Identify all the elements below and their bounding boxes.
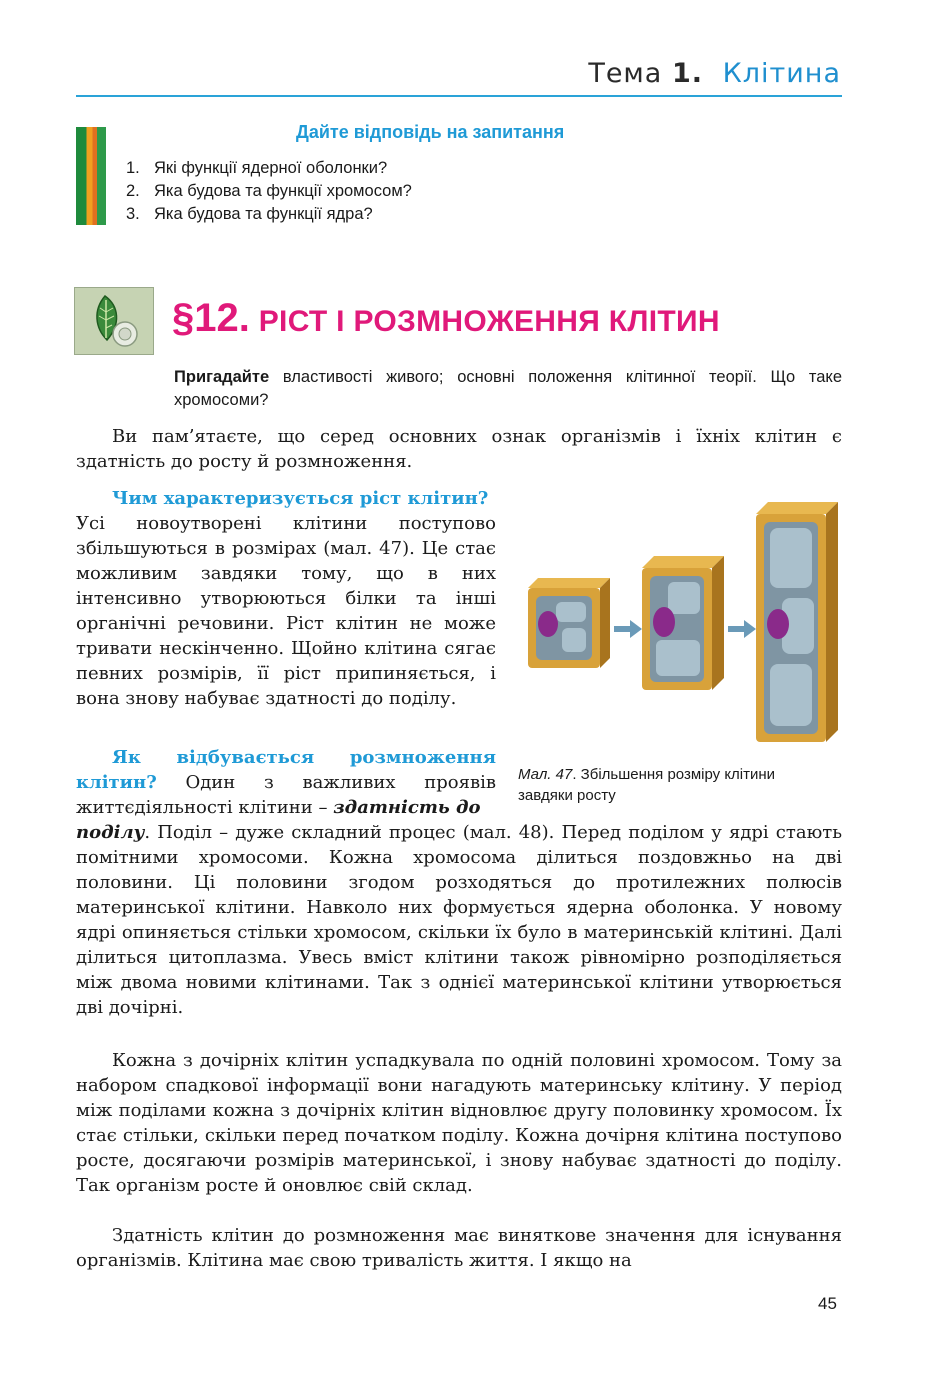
section-title [172,296,720,341]
paragraph-growth [76,486,496,711]
theme-label: Тема [588,58,663,89]
caption-text: . Збільшення розміру клітини завдяки росту [518,766,776,804]
paragraph-importance: Здатність клітин до розмноження має виняткове значення для існування організмів. Клітина має свою тривалість життя. І якщо на [76,1225,842,1271]
repro-emphasis-b: поділу [76,822,145,843]
theme-number: 1. [671,58,703,89]
question-number: 3. [126,205,140,223]
questions-decor-bar [76,127,106,225]
repro-text-a: Один з важливих проявів життєдіяльності клітини – [76,772,496,818]
question-text: Які функції ядерної оболонки? [154,159,388,177]
paragraph-reproduction [76,820,842,1020]
question-number: 2. [126,182,140,200]
growth-text: Усі новоутворені клітини поступово збільшуються в розмірах (мал. 47). Це стає можливим завдяки тому, що в них інтенсивно утворюються білки та інші органічні речовини. Ріст клітин не може тривати нескінченно. Щойно клітина сягає певних розмірів, її ріст припиняється, і вона знову набуває здатності до поділу. [76,513,496,709]
recall-body: властивості живого; основні положення клітинної теорії. Що таке хромосоми? [174,368,842,409]
paragraph-daughter-cells: Кожна з дочірніх клітин успадкувала по одній половині хромосом. Тому за набором спадкової інформації вони нагадують материнську клітину. У період між поділами кожна з дочірніх клітин відновлює другу половинку хромосом. Їх стає стільки, скільки перед початком поділу. Кожна дочірня клітина поступово росте, досягаючи розмірів материнської, і знову набуває здатності до поділу. Так організм росте й оновлює свій склад. [76,1050,842,1196]
recall-text [174,366,842,412]
header-theme [588,58,841,89]
question-number: 1. [126,159,140,177]
question-text: Яка будова та функції ядра? [154,205,373,223]
questions-title: Дайте відповідь на запитання [296,122,565,142]
paragraph-reproduction-start [76,745,496,820]
list-item [126,203,412,226]
section-number: §12. [172,296,250,340]
header-rule [76,95,842,97]
question-text: Яка будова та функції хромосом? [154,182,412,200]
section-name: РІСТ І РОЗМНОЖЕННЯ КЛІТИН [258,305,720,338]
paragraph-intro: Ви пам’ятаєте, що серед основних ознак організмів і їхніх клітин є здатність до росту й розмноження. [76,426,842,472]
recall-lead: Пригадайте [174,368,270,386]
page-number: 45 [818,1294,837,1313]
repro-lead: Як відбувається розмноження клітин? [76,747,496,793]
list-item [126,157,412,180]
medium-cell-image [642,556,724,690]
small-cell-image [528,578,610,668]
caption-label: Мал. 47 [518,766,573,783]
section-leaf-icon [74,287,154,355]
large-cell-image [756,502,838,742]
questions-list [126,157,412,226]
growth-lead: Чим характеризується ріст клітин? [112,488,489,509]
list-item [126,180,412,203]
repro-text-b: . Поділ – дуже складний процес (мал. 48). Перед поділом у ядрі стають помітними хромосоми. Кожна хромосома ділиться поздовжньо на дві половини. Ці половини згодом розходяться до протилежних полюсів материнської клітини. Навколо них формується ядерна оболонка. У новому ядрі опиняється стільки хромосом, скільки їх було в материнській клітині. Далі ділиться цитоплазма. Увесь вміст клітини також рівномірно розподіляється між двома новими клітинами. Так з однієї материнської клітини утворюється дві дочірні. [76,822,842,1018]
cell-growth-figure [516,498,842,748]
repro-emphasis-a: здатність до [333,797,481,818]
figure-caption [518,764,818,806]
theme-name: Клітина [722,58,841,89]
